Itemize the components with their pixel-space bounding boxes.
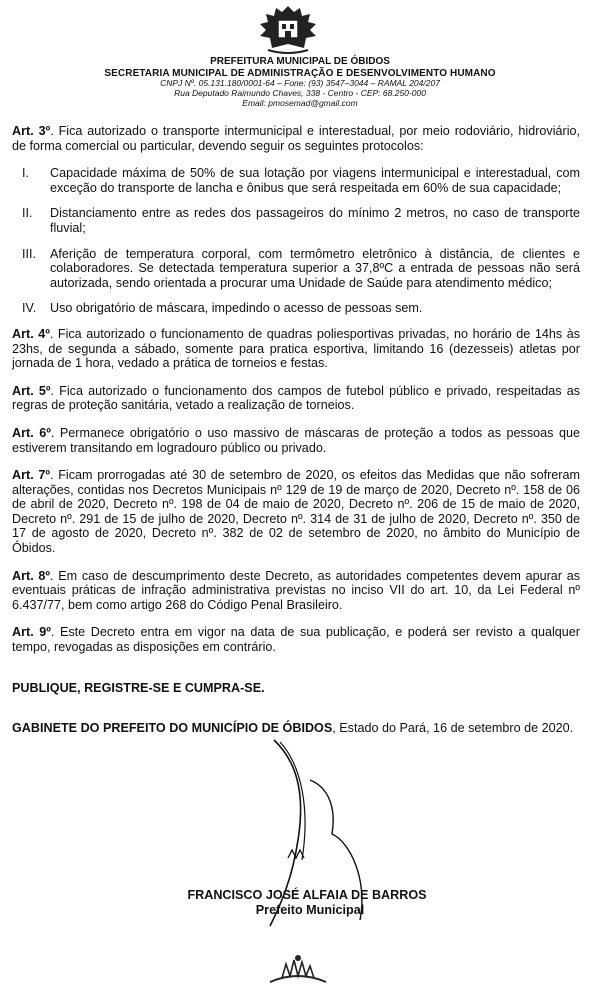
list-item [12, 206, 580, 235]
list-item [12, 247, 580, 291]
item-number: I. [22, 166, 29, 181]
article-8 [12, 569, 580, 613]
item-number: II. [22, 206, 33, 221]
article-text: . Permanece obrigatório o uso massivo de máscaras de proteção a todos as pessoas que estiverem transitando em logradouro público ou privado. [12, 425, 580, 455]
item-text: Aferição de temperatura corporal, com termômetro eletrônico à distância, de clientes e colaboradores. Se detectada temperatura superior a 37,8ºC a entrada de pessoas não será autorizada, sendo orientada a procurar uma Unidade de Saúde para atendimento médico; [50, 246, 580, 290]
list-item [12, 301, 580, 316]
letterhead-prefeitura: PREFEITURA MUNICIPAL DE ÓBIDOS [210, 56, 390, 67]
list-item [12, 166, 580, 195]
article-label: Art. 4º [12, 326, 50, 341]
article-label: Art. 5º [12, 383, 51, 398]
article-label: Art. 7º [12, 468, 51, 483]
letterhead-cnpj: CNPJ Nº. 05.131.180/0001-64 – Fone: (93) 3547–3044 – RAMAL 204/207 [160, 78, 440, 88]
letterhead [0, 56, 600, 108]
article-label: Art. 9º [12, 625, 51, 640]
letterhead-email: Email: pmosemad@gmail.com [242, 97, 358, 108]
municipal-crest-icon [248, 4, 328, 56]
signatory-role: Prefeito Municipal [255, 903, 365, 917]
signatory-name: FRANCISCO JOSÉ ALFAIA DE BARROS [187, 888, 427, 902]
letterhead-secretaria: SECRETARIA MUNICIPAL DE ADMINISTRAÇÃO E DESENVOLVIMENTO HUMANO [104, 67, 496, 79]
article-label: Art. 6º [12, 425, 51, 440]
article-label: Art. 8º [12, 568, 51, 583]
article-3 [12, 124, 580, 153]
article-text: . Este Decreto entra em vigor na data de sua publicação, e poderá ser revisto a qualquer tempo, revogadas as disposições em contrário. [12, 625, 580, 655]
signature-block [0, 888, 600, 918]
gabinete-label: GABINETE DO PREFEITO DO MUNICÍPIO DE ÓBIDOS [12, 721, 333, 736]
publique-statement: PUBLIQUE, REGISTRE-SE E CUMPRA-SE. [12, 680, 265, 695]
item-text: Distanciamento entre as redes dos passageiros do mínimo 2 metros, no caso de transporte fluvial; [50, 206, 580, 235]
item-number: III. [22, 246, 36, 261]
article-4 [12, 327, 580, 371]
footer-emblem-icon [262, 952, 334, 984]
article-text: . Fica autorizado o funcionamento dos campos de futebol público e privado, respeitadas as regras de proteção sanitária, vetado a realização de torneios. [12, 383, 580, 413]
letterhead-address: Rua Deputado Raimundo Chaves, 338 - Centro - CEP: 68.250-000 [174, 87, 426, 98]
gabinete-statement [12, 721, 580, 736]
article-7 [12, 468, 580, 556]
article-6 [12, 426, 580, 455]
article-5 [12, 384, 580, 413]
item-text: Uso obrigatório de máscara, impedindo o acesso de pessoas sem. [50, 301, 423, 316]
decree-body [12, 124, 580, 736]
article-text: . Fica autorizado o funcionamento de quadras poliesportivas privadas, no horário de 14hs às 23hs, de segunda a sábado, somente para pratica esportiva, limitando 16 (dezesseis) atletas por jornada de 1 hora, vedado a prática de torneios e festas. [12, 326, 580, 371]
article-label: Art. 3º [12, 124, 51, 138]
item-text: Capacidade máxima de 50% de sua lotação por viagens intermunicipal e interestadual, com exceção do transporte de lancha e ônibus que será respeitada em 60% de sua capacidade; [50, 166, 580, 195]
protocol-list [12, 166, 580, 316]
article-9 [12, 625, 580, 654]
article-text: . Ficam prorrogadas até 30 de setembro de 2020, os efeitos das Medidas que não sofreram alterações, contidas nos Decretos Municipais nº 129 de 19 de março de 2020, Decreto nº. 158 de 06 de abril de 2020, Decreto nº. 198 de 04 de maio de 2020, Decreto nº. 206 de 15 de maio de 2020, Decreto nº. 291 de 15 de julho de 2020, Decreto nº. 314 de 31 de julho de 2020, Decreto nº. 350 de 17 de agosto de 2020, Decreto nº. 382 de 02 de setembro de 2020, no âmbito do Município de Óbidos. [12, 468, 580, 556]
article-text: . Fica autorizado o transporte intermunicipal e interestadual, por meio rodoviário, hidroviário, de forma comercial ou particular, devendo seguir os seguintes protocolos: [12, 124, 580, 153]
item-number: IV. [22, 301, 37, 316]
gabinete-place-date: , Estado do Pará, 16 de setembro de 2020. [332, 721, 574, 736]
article-text: . Em caso de descumprimento deste Decreto, as autoridades competentes devem apurar as eventuais práticas de infração administrativa previstas no inciso VII do art. 10, da Lei Federal nº 6.437/77, bem como artigo 268 do Código Penal Brasileiro. [12, 568, 580, 612]
